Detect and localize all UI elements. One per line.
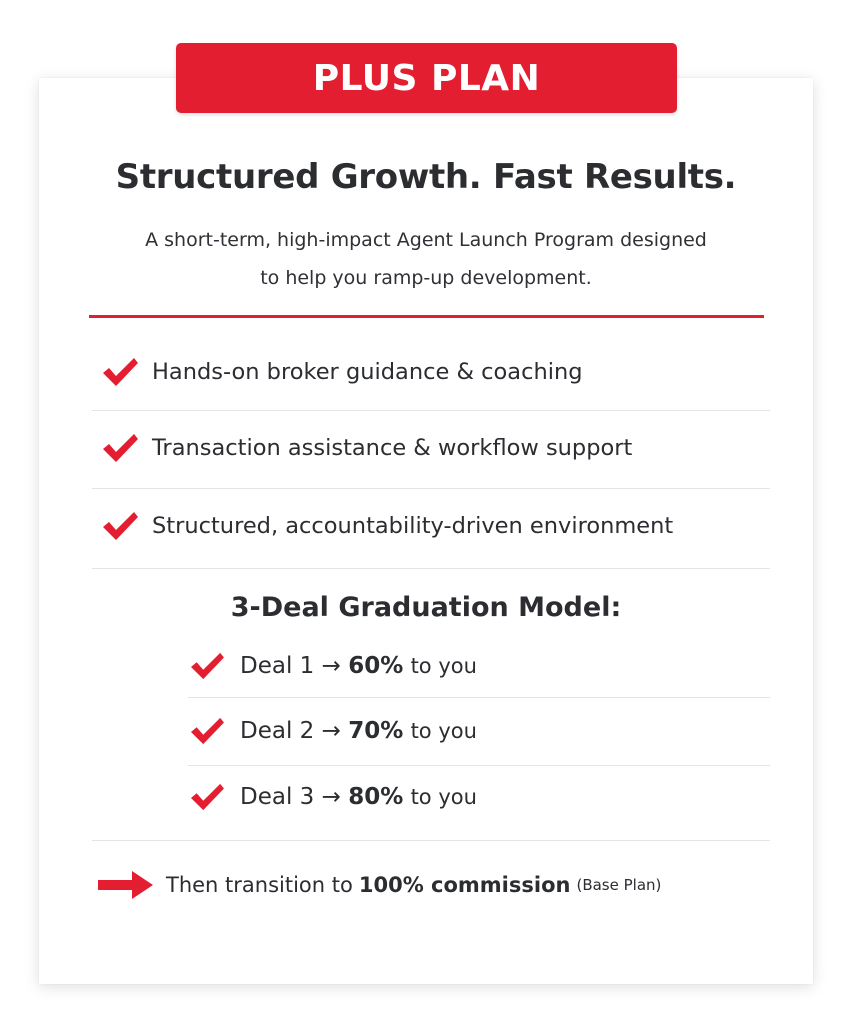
deal-arrow: → [321,653,341,679]
feature-label: Hands-on broker guidance & coaching [152,359,583,385]
checkmark-icon [188,715,226,747]
checkmark-icon [100,431,140,465]
checkmark-icon [100,509,140,543]
subhead-line-1: A short-term, high-impact Agent Launch Program designed [145,229,707,251]
transition-lead: Then transition to [166,873,353,897]
deal-name: Deal 3 [240,784,315,810]
plan-badge [176,43,677,113]
deal-item [188,699,608,763]
transition-highlight: 100% commission [358,873,571,897]
checkmark-icon [188,650,226,682]
deal-suffix: to you [410,654,477,678]
feature-label: Structured, accountability-driven environment [152,513,674,539]
deal-arrow: → [321,718,341,744]
deal-percent: 70% [348,718,404,744]
checkmark-icon [188,781,226,813]
feature-label: Transaction assistance & workflow support [152,435,633,461]
feature-item [92,410,770,486]
deal-item [188,634,608,698]
deal-text [240,653,477,679]
deal-percent: 60% [348,653,404,679]
deal-item [188,765,608,829]
feature-item [92,334,770,410]
headline: Structured Growth. Fast Results. [115,157,737,197]
deal-name: Deal 1 [240,653,315,679]
subhead [100,221,752,297]
row-divider [188,697,770,698]
row-divider [92,840,770,841]
deal-suffix: to you [410,785,477,809]
checkmark-icon [100,355,140,389]
deal-suffix: to you [410,719,477,743]
deal-name: Deal 2 [240,718,315,744]
accent-divider [89,315,764,318]
deal-arrow: → [321,784,341,810]
feature-item [92,488,770,564]
deal-text [240,718,477,744]
right-arrow-icon [98,870,154,900]
deal-text [240,784,477,810]
deal-percent: 80% [348,784,404,810]
model-title: 3-Deal Graduation Model: [230,592,622,623]
plan-badge-label: PLUS PLAN [312,57,541,99]
subhead-line-2: to help you ramp-up development. [260,267,592,289]
row-divider [92,568,770,569]
transition-note: (Base Plan) [576,876,662,894]
transition-line [98,862,798,908]
